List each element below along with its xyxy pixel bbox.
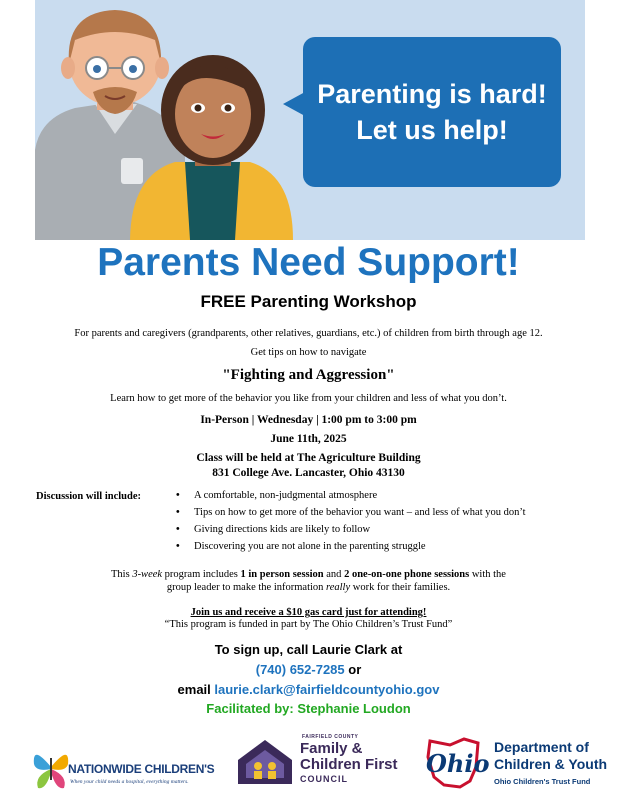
program-line-1 <box>0 568 617 582</box>
ffcf-county: FAIRFIELD COUNTY <box>302 734 359 740</box>
discussion-label: Discussion will include: <box>36 491 142 502</box>
program-weeks: 3-week <box>132 569 163 580</box>
program-phone-sessions: 2 one-on-one phone sessions <box>344 569 470 580</box>
page-title: Parents Need Support! <box>97 241 520 284</box>
program-text: and <box>323 569 345 580</box>
signup-email-link[interactable]: laurie.clark@fairfieldcountyohio.gov <box>214 682 440 697</box>
discussion-list <box>176 487 526 555</box>
discussion-item: • Discovering you are not alone in the parenting struggle <box>176 538 526 555</box>
discussion-item: • Tips on how to get more of the behavior you want – and less of what you don’t <box>176 504 526 521</box>
logo-ohio-dept-children-youth <box>420 735 615 795</box>
workshop-subtitle: FREE Parenting Workshop <box>200 292 417 311</box>
program-line-2 <box>0 581 617 595</box>
bubble-line-1: Parenting is hard! <box>317 79 547 109</box>
ffcf-line-1: Family & <box>300 740 363 757</box>
tips-line: Get tips on how to navigate <box>250 347 367 358</box>
logo-family-children-first <box>234 730 414 790</box>
program-text: with the <box>469 569 506 580</box>
program-text: program includes <box>162 569 241 580</box>
house-icon <box>234 738 296 786</box>
ffcf-line-3: COUNCIL <box>300 774 348 784</box>
dept-line-2: Children & Youth <box>494 756 608 772</box>
discussion-item: • A comfortable, non-judgmental atmosphere <box>176 487 526 504</box>
intro-text: For parents and caregivers (grandparents, other relatives, guardians, etc.) of children from birth through age 12. <box>74 328 543 339</box>
signup-phone-line <box>0 660 617 680</box>
speech-bubble-tail <box>283 92 305 116</box>
session-date: June 11th, 2025 <box>270 433 347 445</box>
session-address: 831 College Ave. Lancaster, Ohio 43130 <box>212 467 405 479</box>
email-label: email <box>177 682 215 697</box>
bubble-line-2: Let us help! <box>356 115 508 145</box>
signup-email-line <box>0 680 617 700</box>
ohio-script: Ohio <box>426 749 490 778</box>
gas-card-offer: Join us and receive a $10 gas card just for attending! <box>190 607 427 618</box>
nationwide-name: NATIONWIDE CHILDREN'S <box>68 762 215 776</box>
signup-phone[interactable]: (740) 652-7285 <box>255 662 345 677</box>
program-text: group leader to make the information <box>166 582 327 593</box>
program-text: work for their families. <box>350 582 451 593</box>
topic-title: "Fighting and Aggression" <box>222 367 395 383</box>
hero-illustration <box>35 0 585 240</box>
signup-or: or <box>344 662 362 677</box>
ffcf-line-2: Children First <box>300 756 398 773</box>
dept-line-3: Ohio Children's Trust Fund <box>494 777 591 786</box>
session-format: In-Person | Wednesday | 1:00 pm to 3:00 pm <box>200 414 417 426</box>
butterfly-icon <box>30 742 72 792</box>
signup-line: To sign up, call Laurie Clark at <box>214 642 403 657</box>
logo-nationwide-childrens <box>30 740 235 795</box>
facilitator: Facilitated by: Stephanie Loudon <box>206 701 411 716</box>
discussion-item: • Giving directions kids are likely to follow <box>176 521 526 538</box>
speech-bubble <box>303 37 561 187</box>
session-location: Class will be held at The Agriculture Building <box>196 452 421 464</box>
program-text: This <box>111 569 133 580</box>
nationwide-tagline: When your child needs a hospital, everything matters. <box>70 779 189 785</box>
program-really: really <box>326 582 351 593</box>
learn-line: Learn how to get more of the behavior you like from your children and less of what you don’t. <box>110 393 507 404</box>
program-in-person: 1 in person session <box>240 569 324 580</box>
funding-note: “This program is funded in part by The Ohio Children’s Trust Fund” <box>164 619 453 630</box>
dept-line-1: Department of <box>494 739 589 755</box>
